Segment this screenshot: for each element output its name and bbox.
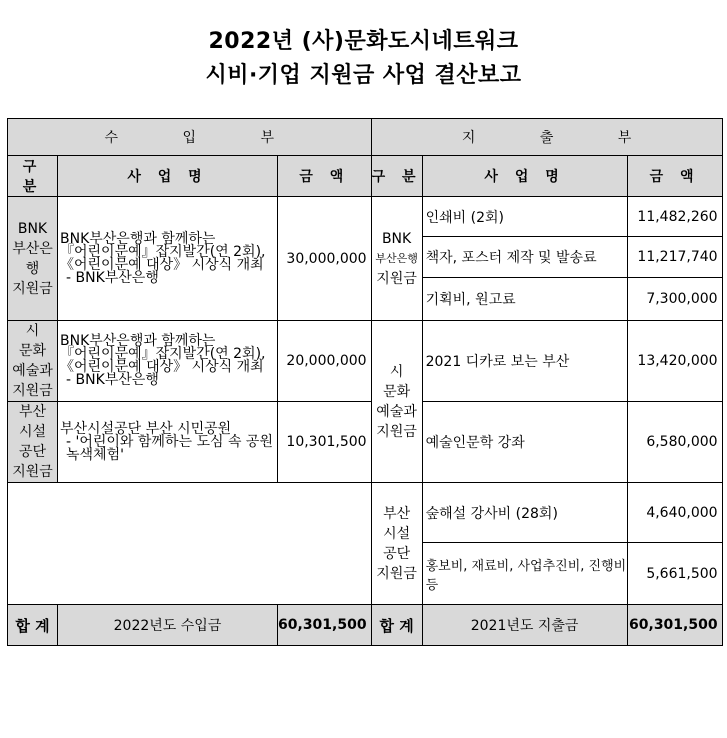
income-category-facility: 부산 시설 공단 지원금 [8,402,58,483]
expense-item-name: 예술인문학 강좌 [422,402,627,483]
expense-item-name: 책자, 포스터 제작 및 발송료 [422,237,627,278]
income-category-city: 시 문화 예술과 지원금 [8,321,58,402]
income-total-caption: 2022년도 수입금 [58,605,278,646]
expense-total-caption: 2021년도 지출금 [422,605,627,646]
settlement-table [7,118,723,646]
income-section-header: 수 입 부 [8,119,372,156]
expense-amount-header: 금 액 [627,156,722,197]
report-title-line1: 2022년 (사)문화도시네트워크 [208,29,519,54]
expense-item-amount: 11,482,260 [627,197,722,237]
income-amount-facility: 10,301,500 [278,402,372,483]
income-amount-header: 금 액 [278,156,372,197]
expense-project-header: 사 업 명 [422,156,627,197]
income-total-amount: 60,301,500 [278,605,372,646]
expense-item-name: 인쇄비 (2회) [422,197,627,237]
expense-item-amount: 4,640,000 [627,483,722,543]
expense-item-amount: 13,420,000 [627,321,722,402]
income-desc-city: BNK부산은행과 함께하는 『어린이문예』잡지발간(연 2회), 《어린이문예 대상》 시상식 개최 - BNK부산은행 [58,321,278,402]
income-category-header: 구 분 [8,156,58,197]
income-amount-city: 20,000,000 [278,321,372,402]
expense-item-amount: 5,661,500 [627,543,722,605]
expense-section-header: 지 출 부 [371,119,722,156]
expense-category-header: 구 분 [371,156,422,197]
expense-item-name: 홍보비, 재료비, 사업추진비, 진행비 등 [422,543,627,605]
income-project-header: 사 업 명 [58,156,278,197]
expense-item-amount: 6,580,000 [627,402,722,483]
income-desc-bnk: BNK부산은행과 함께하는 『어린이문예』잡지발간(연 2회), 《어린이문예 대상》 시상식 개최 - BNK부산은행 [58,197,278,321]
expense-category-city: 시 문화 예술과 지원금 [371,321,422,483]
expense-category-facility: 부산 시설 공단 지원금 [371,483,422,605]
expense-item-name: 숲해설 강사비 (28회) [422,483,627,543]
income-empty-cell [8,483,372,605]
income-total-label: 합 계 [8,605,58,646]
expense-item-name: 2021 디카로 보는 부산 [422,321,627,402]
expense-item-amount: 7,300,000 [627,278,722,321]
expense-total-amount: 60,301,500 [627,605,722,646]
expense-category-bnk: BNK 부산은행 지원금 [371,197,422,321]
income-category-bnk: BNK 부산은행 지원금 [8,197,58,321]
income-amount-bnk: 30,000,000 [278,197,372,321]
expense-total-label: 합 계 [371,605,422,646]
expense-item-name: 기획비, 원고료 [422,278,627,321]
expense-item-amount: 11,217,740 [627,237,722,278]
report-title-line2: 시비·기업 지원금 사업 결산보고 [205,63,522,88]
income-desc-facility: 부산시설공단 부산 시민공원 - '어린이와 함께하는 도심 속 공원 녹색체험' [58,402,278,483]
